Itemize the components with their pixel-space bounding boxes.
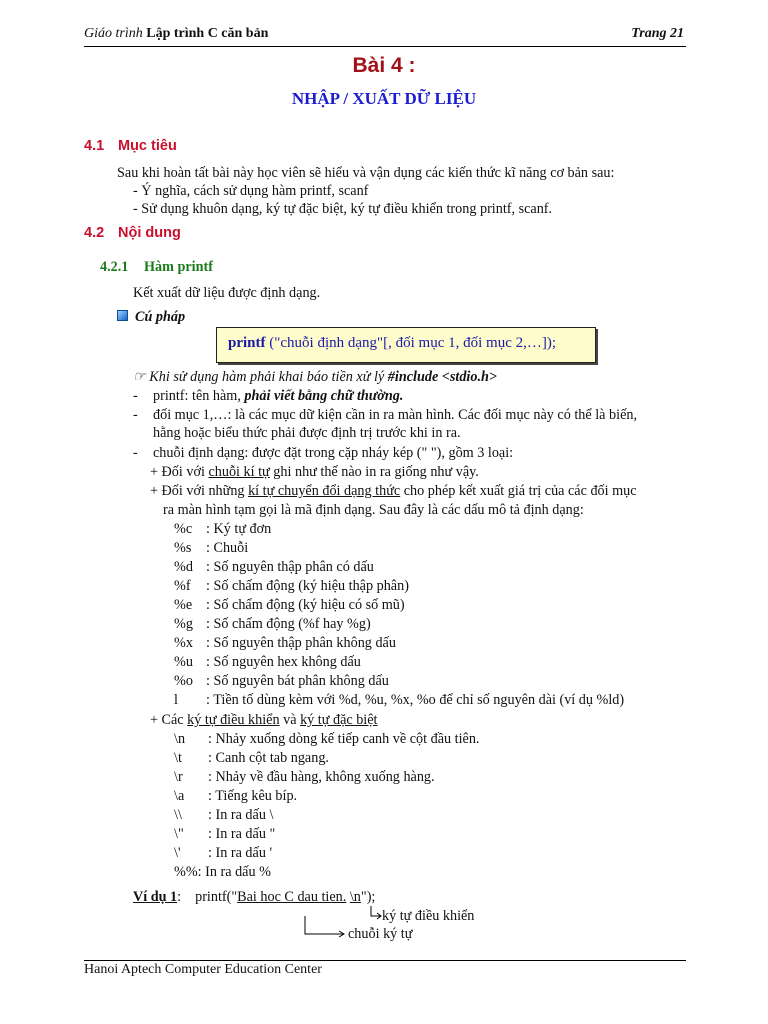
page-number: Trang 21 <box>631 26 684 41</box>
lesson-title: Bài 4 : <box>352 54 416 77</box>
escape-row: \" : In ra dấu " <box>174 826 276 842</box>
header-course-title: Lập trình C căn bản <box>146 26 269 41</box>
format-row: %u : Số nguyên hex không dấu <box>174 654 361 670</box>
escape-row: \' : In ra dấu ' <box>174 845 273 861</box>
explain-args-cont: hằng hoặc biểu thức phải được định trị trước khi in ra. <box>153 425 461 441</box>
example-escape: \n <box>349 889 361 905</box>
explain-args: đối mục 1,…: là các mục dữ kiện cần in ra màn hình. Các đối mục này có thể là biến, <box>153 407 638 423</box>
include-directive: #include <stdio.h> <box>387 369 497 385</box>
format-row: %e : Số chấm động (ký hiệu có số mũ) <box>174 597 405 613</box>
explain-format-string: chuỗi định dạng: được đặt trong cặp nháy kép (" "), gồm 3 loại: <box>153 445 514 461</box>
format-row: l : Tiền tố dùng kèm với %d, %u, %x, %o để chỉ số nguyên dài (ví dụ %ld) <box>174 692 625 708</box>
escape-row: \t : Canh cột tab ngang. <box>174 750 329 766</box>
format-row: %o : Số nguyên bát phân không dấu <box>174 673 389 689</box>
syntax-code: printf ("chuỗi định dạng"[, đối mục 1, đối mục 2,…]); <box>228 335 557 351</box>
objective-item: - Ý nghĩa, cách sử dụng hàm printf, scanf <box>133 183 369 199</box>
footer-text: Hanoi Aptech Computer Education Center <box>84 962 322 977</box>
escapes-heading: + Các ký tự điều khiển và ký tự đặc biệt <box>150 712 378 728</box>
format-row: %c : Ký tự đơn <box>174 521 272 537</box>
section-4-2-1-heading: 4.2.1 Hàm printf <box>100 259 213 275</box>
escape-row: \n : Nhảy xuống dòng kế tiếp canh về cột đầu tiên. <box>174 731 480 747</box>
section-4-1-heading: 4.1 Mục tiêu <box>84 138 177 154</box>
explain-literal-chars: + Đối với chuỗi kí tự ghi như thế nào in ra giống như vậy. <box>150 464 479 480</box>
dash-marker: - <box>133 407 138 423</box>
explain-conversion-cont: ra màn hình tạm gọi là mã định dạng. Sau đây là các dấu mô tả định dạng: <box>163 502 584 518</box>
lesson-subtitle: NHẬP / XUẤT DỮ LIỆU <box>291 89 477 108</box>
format-row: %x : Số nguyên thập phân không dấu <box>174 635 396 651</box>
pointing-hand-icon: ☞ <box>133 369 146 385</box>
format-row: %s : Chuỗi <box>174 540 249 556</box>
escape-row: %%: In ra dấu % <box>174 864 271 880</box>
dash-marker: - <box>133 388 138 404</box>
syntax-heading: Cú pháp <box>117 308 185 326</box>
dash-marker: - <box>133 445 138 461</box>
footer-rule <box>84 960 686 961</box>
format-row: %g : Số chấm động (%f hay %g) <box>174 616 371 632</box>
annotation-control-char: ký tự điều khiển <box>382 908 475 924</box>
printf-description: Kết xuất dữ liệu được định dạng. <box>133 285 321 301</box>
format-row: %f : Số chấm động (ký hiệu thập phân) <box>174 578 409 594</box>
explain-conversion-chars: + Đối với những kí tự chuyển đổi dạng thức cho phép kết xuất giá trị của các đối mục <box>150 483 637 499</box>
format-row: %d : Số nguyên thập phân có dấu <box>174 559 374 575</box>
section-4-2-heading: 4.2 Nội dung <box>84 225 181 241</box>
escape-row: \\ : In ra dấu \ <box>174 807 274 823</box>
escape-row: \r : Nhảy về đầu hàng, không xuống hàng. <box>174 769 435 785</box>
syntax-function: printf <box>228 335 266 351</box>
example-line: Ví dụ 1: printf("Bai hoc C dau tien. \n"); <box>133 889 376 905</box>
explain-printf: printf: tên hàm, phải viết bằng chữ thường. <box>153 388 404 404</box>
example-label: Ví dụ 1 <box>133 889 178 905</box>
objective-intro: Sau khi hoàn tất bài này học viên sẽ hiểu và vận dụng các kiến thức kĩ năng cơ bản sau: <box>117 165 615 181</box>
include-note: ☞ Khi sử dụng hàm phải khai báo tiền xử lý #include <stdio.h> <box>133 369 497 385</box>
objective-item: - Sử dụng khuôn dạng, ký tự đặc biệt, ký tự điều khiển trong printf, scanf. <box>133 201 553 217</box>
header-course: Giáo trình Lập trình C căn bản <box>84 26 269 41</box>
escape-row: \a : Tiếng kêu bíp. <box>174 788 298 804</box>
annotation-string: chuỗi ký tự <box>348 926 413 942</box>
example-string: Bai hoc C dau tien. <box>237 889 347 905</box>
